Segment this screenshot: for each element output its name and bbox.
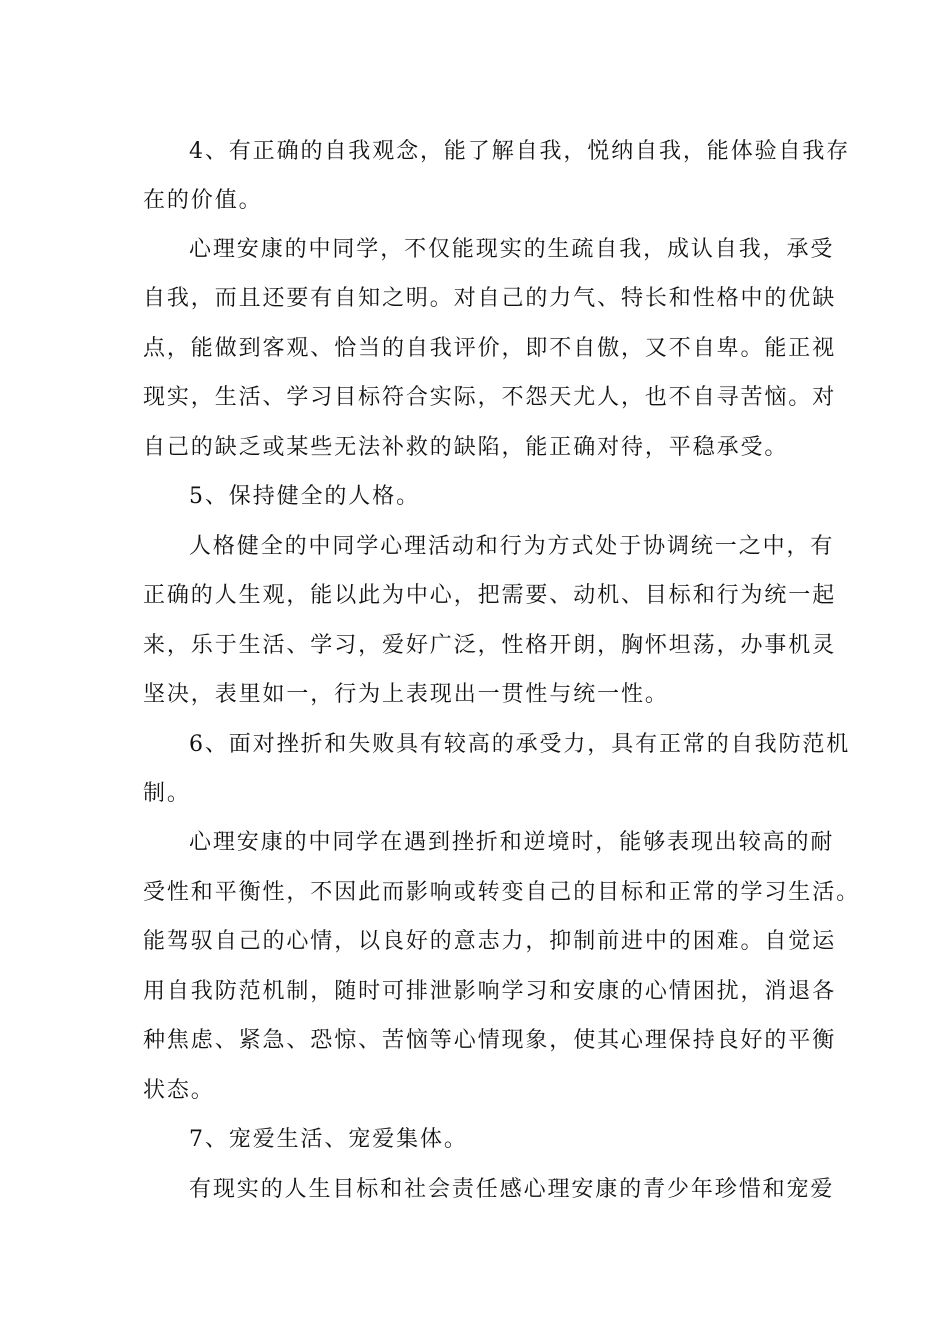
text-line: 心理安康的中同学在遇到挫折和逆境时，能够表现出较高的耐 [189, 830, 835, 855]
section-heading: 5、保持健全的人格。 [189, 484, 420, 509]
section-heading: 6、面对挫折和失败具有较高的承受力，具有正常的自我防范机 [189, 732, 851, 757]
text-line: 有现实的人生目标和社会责任感心理安康的青少年珍惜和宠爱 [189, 1177, 835, 1202]
text-line: 种焦虑、紧急、恐惊、苦恼等心情现象，使其心理保持良好的平衡 [143, 1028, 837, 1053]
text-line: 来，乐于生活、学习，爱好广泛，性格开朗，胸怀坦荡，办事机灵 [143, 633, 837, 658]
text-line: 心理安康的中同学，不仅能现实的生疏自我，成认自我，承受 [189, 237, 835, 262]
section-heading: 7、宠爱生活、宠爱集体。 [189, 1127, 468, 1152]
text-line: 在的价值。 [143, 188, 263, 213]
text-line: 制。 [143, 781, 191, 806]
text-line: 坚决，表里如一，行为上表现出一贯性与统一性。 [143, 682, 669, 707]
text-line: 人格健全的中同学心理活动和行为方式处于协调统一之中，有 [189, 534, 835, 559]
text-line: 自我，而且还要有自知之明。对自己的力气、特长和性格中的优缺 [143, 286, 837, 311]
text-line: 用自我防范机制，随时可排泄影响学习和安康的心情困扰，消退各 [143, 979, 837, 1004]
text-line: 状态。 [143, 1078, 215, 1103]
text-line: 能驾驭自己的心情，以良好的意志力，抑制前进中的困难。自觉运 [143, 929, 837, 954]
text-line: 点，能做到客观、恰当的自我评价，即不自傲，又不自卑。能正视 [143, 336, 837, 361]
text-line: 4、有正确的自我观念，能了解自我，悦纳自我，能体验自我存 [189, 139, 851, 164]
text-line: 自己的缺乏或某些无法补救的缺陷，能正确对待，平稳承受。 [143, 435, 789, 460]
text-line: 现实，生活、学习目标符合实际，不怨天尤人，也不自寻苦恼。对 [143, 385, 837, 410]
text-line: 受性和平衡性，不因此而影响或转变自己的目标和正常的学习生活。 [143, 880, 861, 905]
text-line: 正确的人生观，能以此为中心，把需要、动机、目标和行为统一起 [143, 583, 837, 608]
